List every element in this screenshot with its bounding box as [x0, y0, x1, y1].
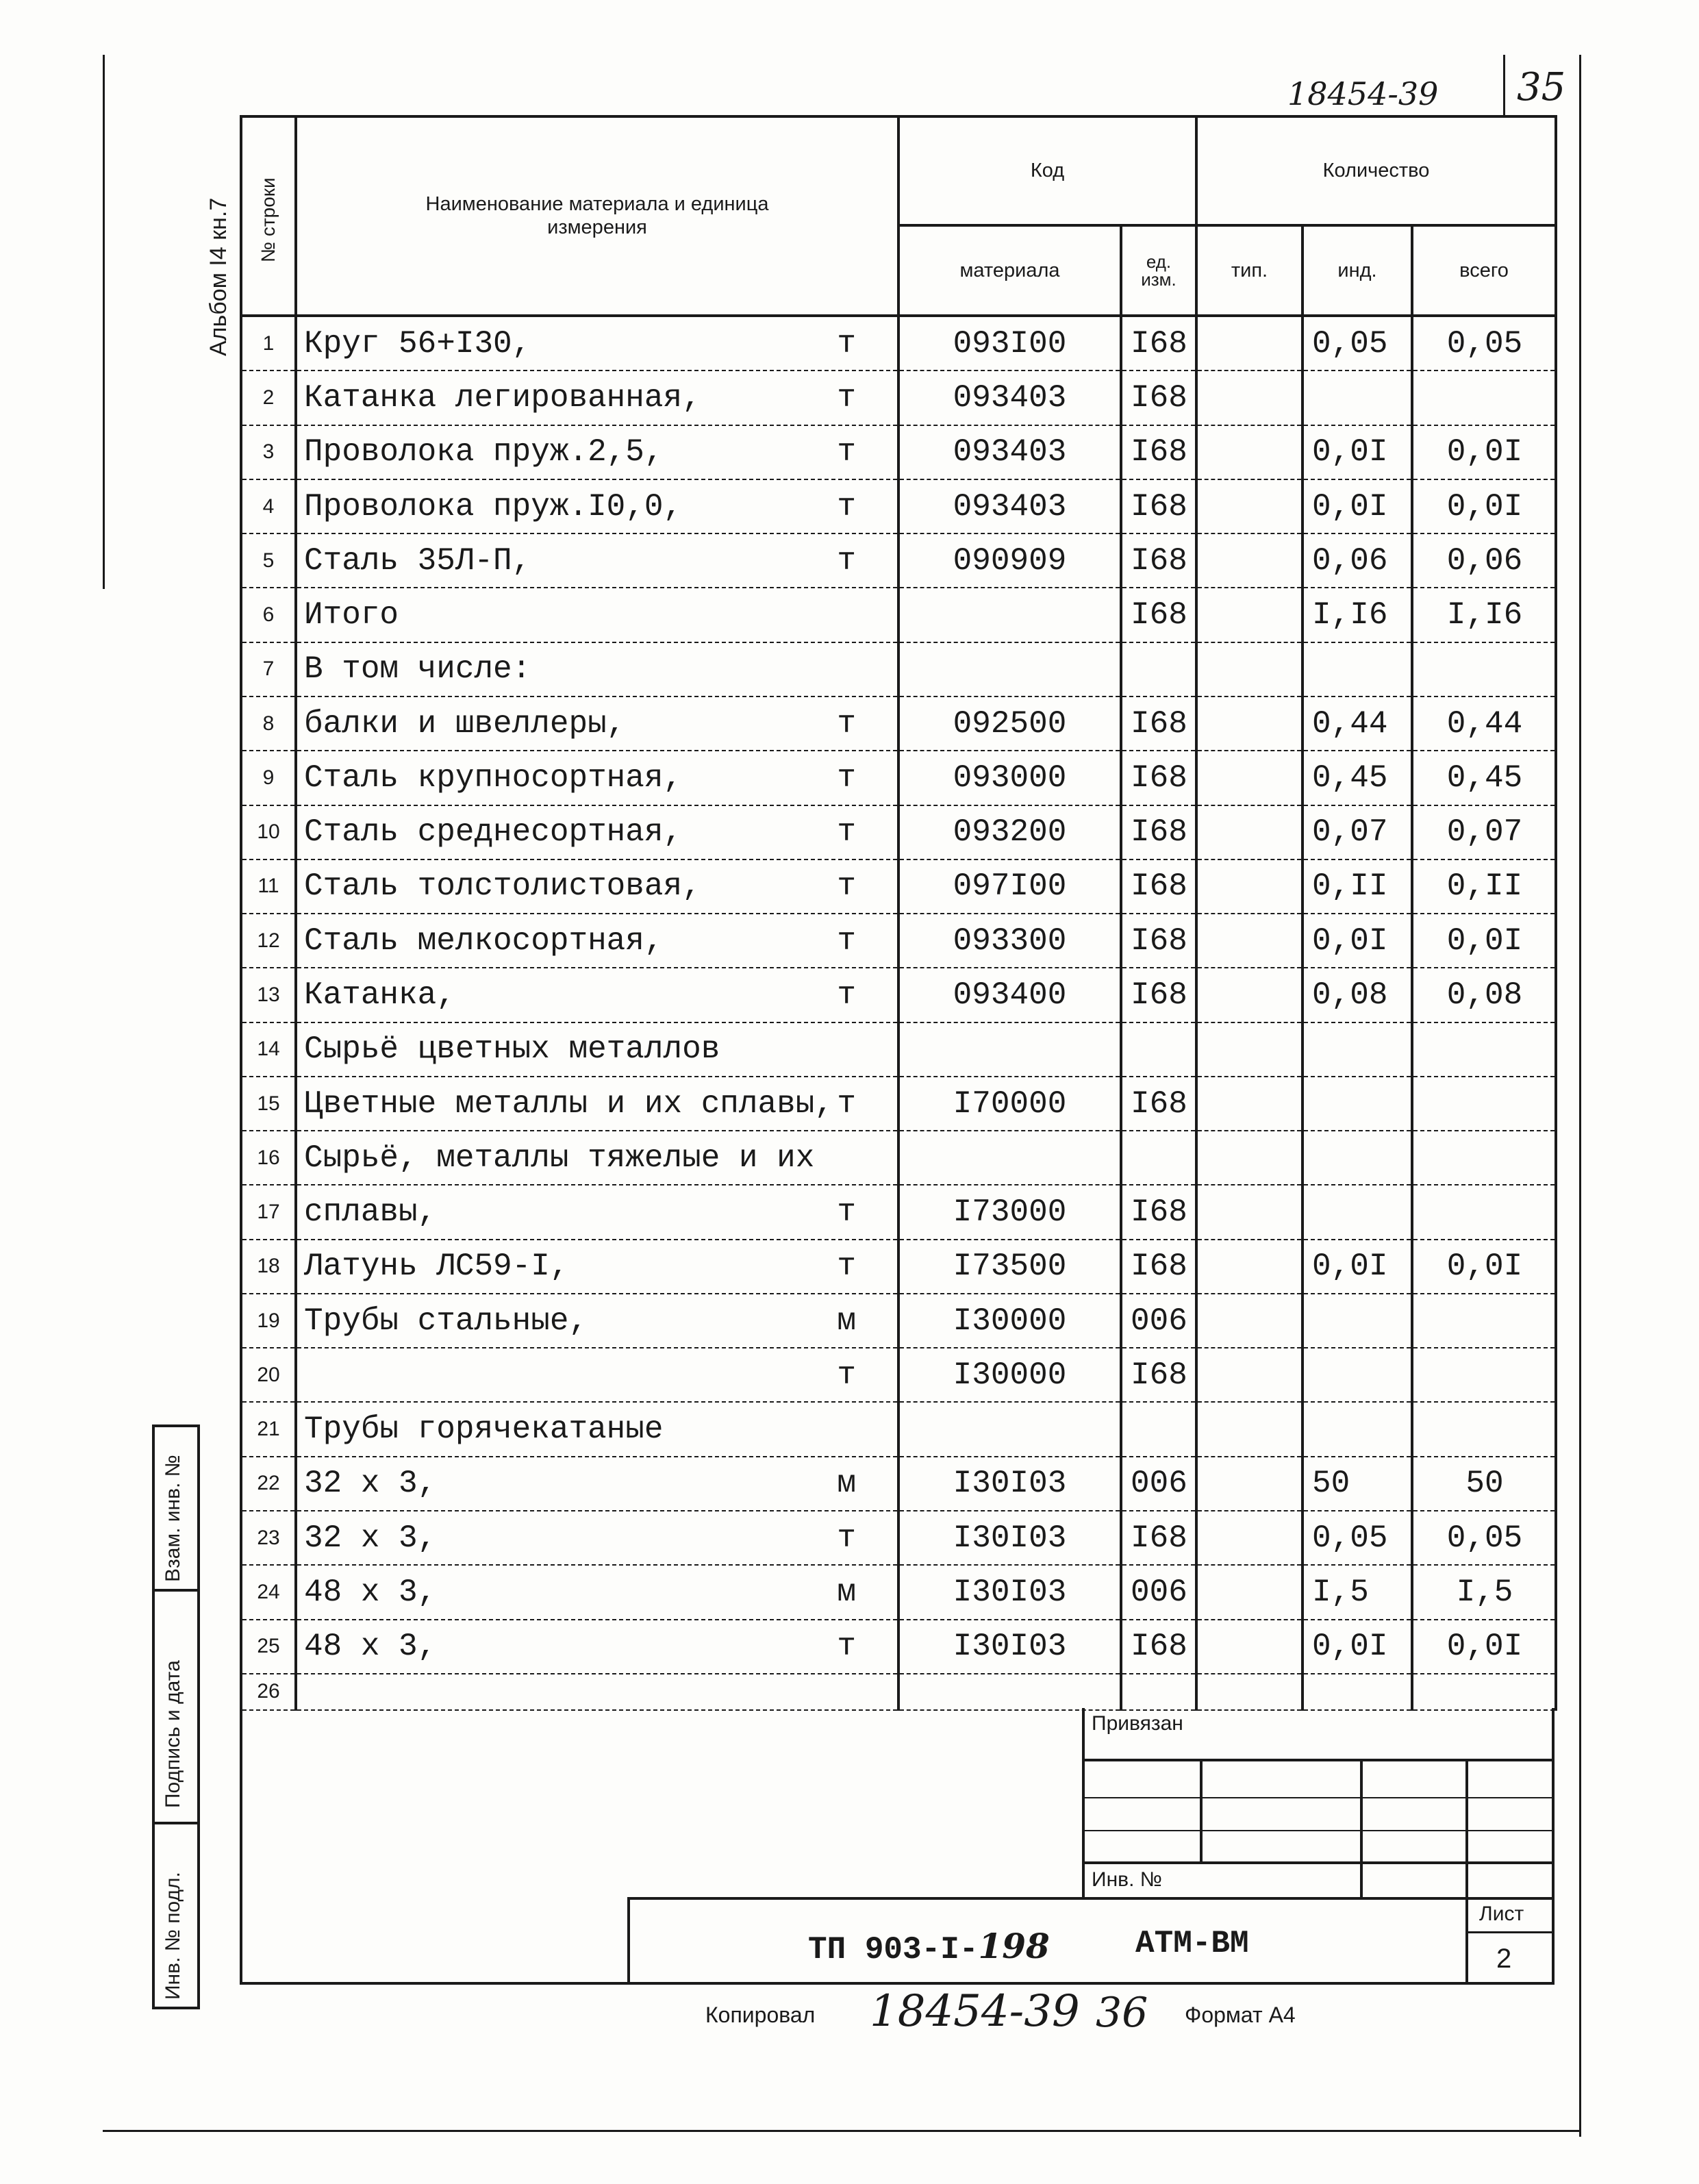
row-number: 16	[241, 1131, 296, 1185]
qty-total	[1412, 1131, 1556, 1185]
qty-total: 0,07	[1412, 805, 1556, 859]
material-spec-table	[240, 115, 1555, 1711]
qty-total: 0,0I	[1412, 1620, 1556, 1674]
material-unit: т	[837, 977, 856, 1013]
qty-typ	[1196, 1674, 1302, 1710]
qty-total: 0,05	[1412, 316, 1556, 371]
qty-typ	[1196, 696, 1302, 751]
material-code: 093000	[898, 751, 1121, 805]
row-number: 6	[241, 588, 296, 642]
material-name-cell	[296, 1457, 898, 1511]
row-number: 11	[241, 859, 296, 914]
qty-typ	[1196, 1348, 1302, 1402]
material-name: Трубы стальные,	[304, 1303, 588, 1339]
qty-total: 0,0I	[1412, 479, 1556, 534]
side-label-podpis: Подпись и дата	[162, 1660, 184, 1808]
material-code	[898, 642, 1121, 696]
table-row	[241, 859, 1556, 914]
material-name: В том числе:	[304, 651, 531, 688]
material-code	[898, 1674, 1121, 1710]
material-name-cell	[296, 696, 898, 751]
qty-typ	[1196, 968, 1302, 1022]
qty-ind: 0,44	[1302, 696, 1412, 751]
header-row-1	[241, 116, 1556, 225]
material-name: Трубы горячекатаные	[304, 1411, 664, 1448]
qty-total: 0,44	[1412, 696, 1556, 751]
qty-total	[1412, 1348, 1556, 1402]
frame-left-line	[103, 55, 105, 589]
qty-total	[1412, 642, 1556, 696]
qty-typ	[1196, 805, 1302, 859]
table-row	[241, 1674, 1556, 1710]
material-code: I30I03	[898, 1511, 1121, 1565]
qty-typ	[1196, 425, 1302, 479]
qty-ind: 0,06	[1302, 534, 1412, 588]
privyazan-hline	[1082, 1830, 1552, 1831]
material-name-cell	[296, 1565, 898, 1619]
side-stamp-divider	[152, 1589, 197, 1592]
qty-ind	[1302, 1185, 1412, 1239]
footer-copied-label: Копировал	[705, 2003, 816, 2027]
material-code: 093403	[898, 371, 1121, 425]
qty-typ	[1196, 479, 1302, 534]
unit-code: I68	[1121, 1348, 1196, 1402]
row-number: 4	[241, 479, 296, 534]
row-number: 2	[241, 371, 296, 425]
row-number: 23	[241, 1511, 296, 1565]
material-unit: м	[837, 1303, 856, 1339]
qty-ind	[1302, 1022, 1412, 1077]
qty-ind: 0,05	[1302, 1511, 1412, 1565]
unit-code: I68	[1121, 1511, 1196, 1565]
qty-ind: 0,II	[1302, 859, 1412, 914]
material-name: Катанка,	[304, 977, 455, 1013]
material-unit: м	[837, 1466, 856, 1502]
header-unit: ед. изм.	[1121, 225, 1196, 316]
qty-total: 0,0I	[1412, 425, 1556, 479]
qty-ind: 0,0I	[1302, 425, 1412, 479]
material-name: Катанка легированная,	[304, 380, 701, 416]
row-number: 15	[241, 1077, 296, 1131]
unit-code: I68	[1121, 1620, 1196, 1674]
table-row	[241, 1294, 1556, 1348]
material-name: балки и швеллеры,	[304, 705, 626, 742]
material-unit: т	[837, 1629, 856, 1665]
qty-total	[1412, 1294, 1556, 1348]
table-row	[241, 588, 1556, 642]
material-code: 093403	[898, 479, 1121, 534]
qty-total	[1412, 1674, 1556, 1710]
table-row	[241, 1402, 1556, 1456]
qty-typ	[1196, 751, 1302, 805]
table-row	[241, 1511, 1556, 1565]
material-code: I30I03	[898, 1565, 1121, 1619]
qty-ind: 0,0I	[1302, 1620, 1412, 1674]
qty-ind: 50	[1302, 1457, 1412, 1511]
qty-total: 0,0I	[1412, 1240, 1556, 1294]
unit-code	[1121, 1131, 1196, 1185]
material-name-cell	[296, 1674, 898, 1710]
qty-typ	[1196, 642, 1302, 696]
material-code: I30I03	[898, 1457, 1121, 1511]
material-code: 093300	[898, 914, 1121, 968]
material-name: Сталь толстолистовая,	[304, 868, 701, 905]
table-row	[241, 1348, 1556, 1402]
qty-total: 0,06	[1412, 534, 1556, 588]
material-code	[898, 588, 1121, 642]
material-code: 093403	[898, 425, 1121, 479]
table-row	[241, 371, 1556, 425]
qty-typ	[1196, 1620, 1302, 1674]
qty-typ	[1196, 1185, 1302, 1239]
material-code: 097I00	[898, 859, 1121, 914]
qty-ind: 0,08	[1302, 968, 1412, 1022]
material-name: сплавы,	[304, 1194, 437, 1231]
qty-typ	[1196, 914, 1302, 968]
qty-ind: 0,45	[1302, 751, 1412, 805]
material-name: Проволока пруж.I0,0,	[304, 488, 683, 525]
material-name-cell	[296, 588, 898, 642]
qty-total	[1412, 1185, 1556, 1239]
material-unit: м	[837, 1574, 856, 1610]
material-unit: т	[837, 705, 856, 742]
material-name-cell	[296, 1022, 898, 1077]
row-number: 25	[241, 1620, 296, 1674]
material-code	[898, 1402, 1121, 1456]
table-row	[241, 1022, 1556, 1077]
unit-code	[1121, 1402, 1196, 1456]
sheet-label: Лист	[1479, 1903, 1524, 1925]
unit-code: I68	[1121, 534, 1196, 588]
privyazan-hline	[1082, 1759, 1552, 1761]
corner-page-number: 35	[1517, 65, 1566, 110]
qty-ind	[1302, 1131, 1412, 1185]
material-name: Сталь крупносортная,	[304, 760, 683, 796]
qty-total	[1412, 1022, 1556, 1077]
qty-typ	[1196, 588, 1302, 642]
row-number: 24	[241, 1565, 296, 1619]
row-number: 7	[241, 642, 296, 696]
material-name: Итого	[304, 597, 399, 633]
material-unit: т	[837, 868, 856, 905]
material-code: 093I00	[898, 316, 1121, 371]
unit-code	[1121, 1022, 1196, 1077]
material-name: Сырьё цветных металлов	[304, 1031, 720, 1068]
material-name: Сырьё, металлы тяжелые и их	[304, 1140, 815, 1176]
side-label-vzam: Взам. инв. №	[162, 1455, 184, 1582]
material-name-cell	[296, 425, 898, 479]
material-unit: т	[837, 542, 856, 579]
material-code: 092500	[898, 696, 1121, 751]
material-code: I70000	[898, 1077, 1121, 1131]
privyazan-box-left	[1082, 1708, 1085, 1900]
unit-code: 006	[1121, 1457, 1196, 1511]
material-unit: т	[837, 814, 856, 851]
privyazan-label: Привязан	[1092, 1712, 1183, 1735]
doc-code-prefix: ТП 903-I-	[808, 1932, 979, 1968]
unit-code: I68	[1121, 914, 1196, 968]
qty-total: 50	[1412, 1457, 1556, 1511]
material-unit: т	[837, 325, 856, 362]
corner-doc-number: 18454-39	[1287, 75, 1439, 112]
material-unit: т	[837, 1085, 856, 1122]
row-number: 1	[241, 316, 296, 371]
qty-total: I,5	[1412, 1565, 1556, 1619]
qty-ind	[1302, 642, 1412, 696]
qty-ind: 0,05	[1302, 316, 1412, 371]
material-name: Проволока пруж.2,5,	[304, 434, 664, 470]
qty-ind: 0,0I	[1302, 914, 1412, 968]
material-name-cell	[296, 1620, 898, 1674]
material-name-cell	[296, 1077, 898, 1131]
unit-code: 006	[1121, 1565, 1196, 1619]
material-name-cell	[296, 1402, 898, 1456]
unit-code	[1121, 1674, 1196, 1710]
material-name-cell	[296, 1294, 898, 1348]
unit-code	[1121, 642, 1196, 696]
inv-no-label: Инв. №	[1092, 1868, 1162, 1891]
table-row	[241, 1131, 1556, 1185]
qty-ind	[1302, 1402, 1412, 1456]
privyazan-hline	[1082, 1861, 1552, 1864]
unit-code: I68	[1121, 425, 1196, 479]
material-unit: т	[837, 488, 856, 525]
qty-ind: I,5	[1302, 1565, 1412, 1619]
qty-ind	[1302, 1348, 1412, 1402]
material-code: I30000	[898, 1294, 1121, 1348]
table-row	[241, 316, 1556, 371]
material-name-cell	[296, 805, 898, 859]
qty-total	[1412, 1402, 1556, 1456]
material-code: I30I03	[898, 1620, 1121, 1674]
material-unit: т	[837, 434, 856, 470]
material-code: I73500	[898, 1240, 1121, 1294]
qty-total	[1412, 1077, 1556, 1131]
material-name: 32 х 3,	[304, 1466, 437, 1502]
row-number: 22	[241, 1457, 296, 1511]
qty-ind: 0,0I	[1302, 1240, 1412, 1294]
material-name-cell	[296, 1511, 898, 1565]
header-typ: тип.	[1196, 225, 1302, 316]
qty-typ	[1196, 1131, 1302, 1185]
qty-total	[1412, 371, 1556, 425]
qty-typ	[1196, 1294, 1302, 1348]
material-name-cell	[296, 371, 898, 425]
qty-typ	[1196, 859, 1302, 914]
table-row	[241, 1620, 1556, 1674]
qty-total: 0,45	[1412, 751, 1556, 805]
doc-code-box-top	[627, 1897, 1552, 1900]
table-row	[241, 1185, 1556, 1239]
table-row	[241, 479, 1556, 534]
header-total: всего	[1412, 225, 1556, 316]
material-name-cell	[296, 1348, 898, 1402]
qty-typ	[1196, 1402, 1302, 1456]
footer-hand-page: 36	[1096, 1989, 1148, 2037]
material-unit: т	[837, 1357, 856, 1393]
material-unit: т	[837, 1520, 856, 1556]
table-row	[241, 1457, 1556, 1511]
qty-total: I,I6	[1412, 588, 1556, 642]
qty-ind: 0,0I	[1302, 479, 1412, 534]
material-unit: т	[837, 1194, 856, 1231]
material-name: Сталь 35Л-П,	[304, 542, 531, 579]
row-number: 19	[241, 1294, 296, 1348]
unit-code: I68	[1121, 371, 1196, 425]
material-name-cell	[296, 751, 898, 805]
header-row-no: № строки	[241, 116, 296, 316]
sheet-label-line	[1465, 1931, 1552, 1933]
qty-ind	[1302, 1294, 1412, 1348]
row-number: 18	[241, 1240, 296, 1294]
material-code: I30000	[898, 1348, 1121, 1402]
table-row	[241, 696, 1556, 751]
unit-code: I68	[1121, 751, 1196, 805]
unit-code: I68	[1121, 859, 1196, 914]
material-code: 093400	[898, 968, 1121, 1022]
unit-code: I68	[1121, 805, 1196, 859]
privyazan-vline	[1465, 1759, 1468, 1982]
row-number: 10	[241, 805, 296, 859]
qty-typ	[1196, 1511, 1302, 1565]
frame-bottom-line	[103, 2130, 1579, 2132]
qty-total: 0,08	[1412, 968, 1556, 1022]
qty-ind: 0,07	[1302, 805, 1412, 859]
header-material: материала	[898, 225, 1121, 316]
qty-typ	[1196, 1240, 1302, 1294]
material-name-cell	[296, 1185, 898, 1239]
qty-ind	[1302, 1674, 1412, 1710]
table-row	[241, 425, 1556, 479]
material-name-cell	[296, 1131, 898, 1185]
qty-ind	[1302, 1077, 1412, 1131]
qty-typ	[1196, 371, 1302, 425]
table-row	[241, 914, 1556, 968]
row-number: 5	[241, 534, 296, 588]
qty-typ	[1196, 1457, 1302, 1511]
header-ind: инд.	[1302, 225, 1412, 316]
material-name: Латунь ЛС59-I,	[304, 1248, 569, 1285]
frame-right-line	[1579, 55, 1581, 2137]
side-stamp-divider	[152, 1822, 197, 1824]
material-name-cell	[296, 1240, 898, 1294]
album-label: Альбом I4 кн.7	[205, 197, 231, 356]
unit-code: I68	[1121, 1077, 1196, 1131]
material-name-cell	[296, 859, 898, 914]
material-name: 48 х 3,	[304, 1629, 437, 1665]
unit-code: I68	[1121, 479, 1196, 534]
material-name: Сталь среднесортная,	[304, 814, 683, 851]
side-label-inv: Инв. № подл.	[162, 1872, 184, 2000]
row-number: 13	[241, 968, 296, 1022]
row-number: 26	[241, 1674, 296, 1710]
privyazan-vline	[1200, 1759, 1203, 1864]
doc-code-hand: 198	[978, 1926, 1050, 1966]
row-number: 9	[241, 751, 296, 805]
qty-typ	[1196, 1565, 1302, 1619]
row-number: 3	[241, 425, 296, 479]
material-name: Сталь мелкосортная,	[304, 922, 664, 959]
material-name-cell	[296, 316, 898, 371]
unit-code: I68	[1121, 588, 1196, 642]
row-number: 20	[241, 1348, 296, 1402]
row-number: 8	[241, 696, 296, 751]
header-quantity: Количество	[1196, 116, 1556, 225]
doc-code-box-left	[627, 1897, 630, 1985]
qty-ind: I,I6	[1302, 588, 1412, 642]
table-row	[241, 1240, 1556, 1294]
material-name: Круг 56+I30,	[304, 325, 531, 362]
table-row	[241, 751, 1556, 805]
footer-hand-number: 18454-39	[870, 1986, 1080, 2037]
material-unit: т	[837, 760, 856, 796]
row-number: 14	[241, 1022, 296, 1077]
material-code: I73000	[898, 1185, 1121, 1239]
row-number: 17	[241, 1185, 296, 1239]
qty-ind	[1302, 371, 1412, 425]
qty-total: 0,II	[1412, 859, 1556, 914]
material-name-cell	[296, 968, 898, 1022]
table-row	[241, 642, 1556, 696]
doc-code	[808, 1926, 1050, 1968]
row-number: 12	[241, 914, 296, 968]
table-row	[241, 968, 1556, 1022]
header-name: Наименование материала и единица измерения	[296, 116, 898, 316]
unit-code: I68	[1121, 316, 1196, 371]
header-code: Код	[898, 116, 1196, 225]
qty-total: 0,0I	[1412, 914, 1556, 968]
material-name-cell	[296, 479, 898, 534]
material-name-cell	[296, 642, 898, 696]
row-number: 21	[241, 1402, 296, 1456]
unit-code: I68	[1121, 1185, 1196, 1239]
table-row	[241, 1077, 1556, 1131]
unit-code: I68	[1121, 968, 1196, 1022]
privyazan-hline	[1082, 1797, 1552, 1798]
privyazan-vline	[1360, 1759, 1363, 1900]
qty-typ	[1196, 534, 1302, 588]
material-unit: т	[837, 380, 856, 416]
material-code: 093200	[898, 805, 1121, 859]
corner-divider-line	[1503, 55, 1505, 116]
qty-total: 0,05	[1412, 1511, 1556, 1565]
sheet-number: 2	[1496, 1944, 1512, 1974]
material-name-cell	[296, 534, 898, 588]
material-code	[898, 1131, 1121, 1185]
qty-typ	[1196, 1077, 1302, 1131]
footer-format: Формат А4	[1185, 2003, 1296, 2027]
material-unit: т	[837, 1248, 856, 1285]
material-name: 32 х 3,	[304, 1520, 437, 1556]
table-row	[241, 805, 1556, 859]
material-unit: т	[837, 922, 856, 959]
unit-code: I68	[1121, 1240, 1196, 1294]
unit-code: 006	[1121, 1294, 1196, 1348]
unit-code: I68	[1121, 696, 1196, 751]
qty-typ	[1196, 1022, 1302, 1077]
material-code: 090909	[898, 534, 1121, 588]
section-code: АТМ-ВМ	[1135, 1926, 1249, 1961]
material-name-cell	[296, 914, 898, 968]
material-code	[898, 1022, 1121, 1077]
material-name: Цветные металлы и их сплавы,	[304, 1085, 833, 1122]
table-row	[241, 1565, 1556, 1619]
qty-typ	[1196, 316, 1302, 371]
table-row	[241, 534, 1556, 588]
material-name: 48 х 3,	[304, 1574, 437, 1610]
